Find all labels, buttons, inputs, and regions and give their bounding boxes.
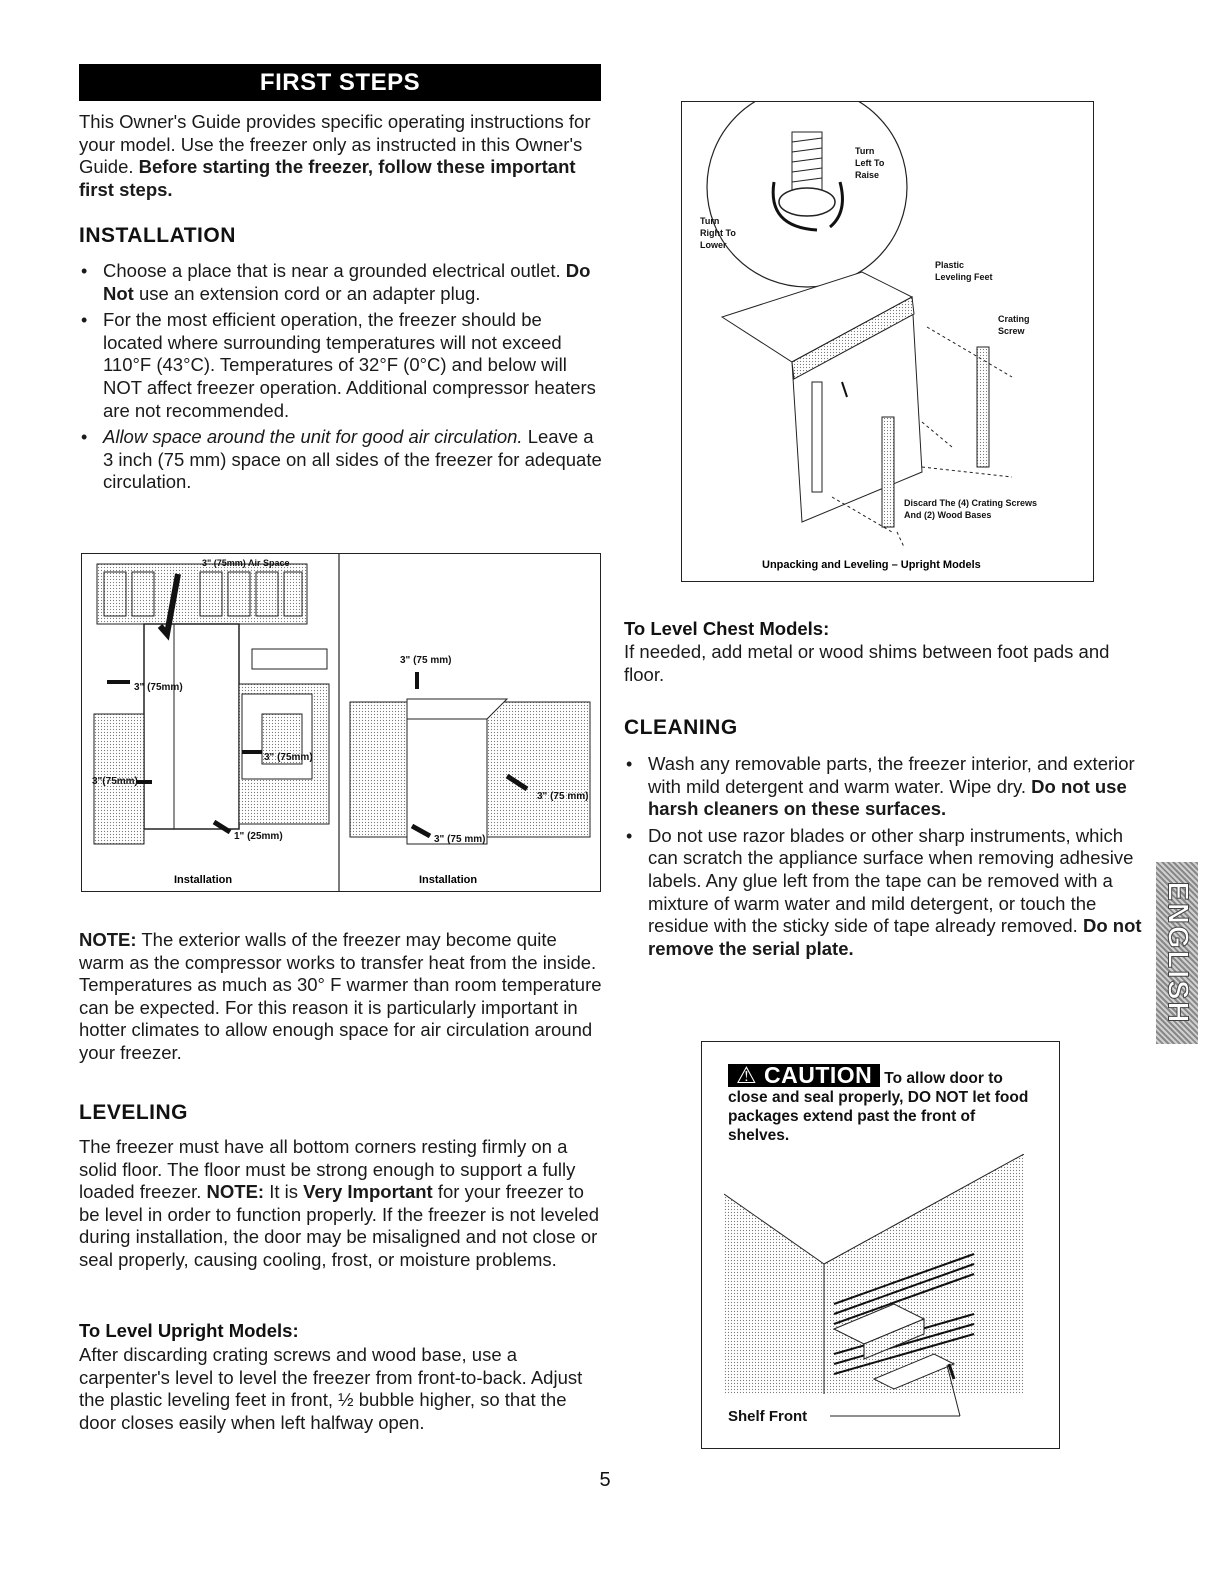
bullet-text: use an extension cord or an adapter plug. [138, 282, 481, 304]
upright-leveling-illustration [682, 102, 1093, 581]
very-important: Very Important [303, 1181, 433, 1203]
chest-paragraph: If needed, add metal or wood shims between foot pads and floor. [624, 641, 1110, 685]
caution-box [701, 1041, 1060, 1449]
shelf-front-label: Shelf Front [728, 1408, 808, 1425]
chest-front-label: 3" (75 mm) [434, 834, 486, 845]
air-space-label: 3" (75mm) Air Space [202, 558, 290, 568]
section-banner [79, 64, 601, 101]
chest-right-label: 3" (75 mm) [537, 791, 589, 802]
intro-bold: Before starting the freezer, follow these important first steps. [79, 156, 576, 200]
left-lower-label: 3"(75mm) [92, 776, 138, 787]
warning-icon: ⚠ [736, 1062, 758, 1088]
discard-label-1: Discard The (4) Crating Screws [904, 498, 1038, 508]
caution-badge-label: CAUTION [764, 1062, 873, 1088]
bullet-text: Do not use razor blades or other sharp instruments, which can scratch the appliance surface when removing adhesive labels. Any glue left from the tape can be removed with a mixture of warm water and mild detergent, or touch the residue with the sticky side of tape already removed. [648, 824, 1134, 937]
installation-illustration [82, 554, 600, 891]
list-item [79, 260, 604, 305]
leveling-text: for your freezer to be level in order to function properly. If the freezer is not leveled during installation, the door may be misaligned and not close or seal properly, causing cooling, frost, or moisture problems. [79, 1181, 599, 1270]
chest-top-label: 3" (75 mm) [400, 655, 452, 666]
caution-text: To allow door to close and seal properly, DO NOT let food packages extend past the front of shelves. [728, 1070, 1029, 1144]
bullet-text: Wash any removable parts, the freezer interior, and exterior with mild detergent and warm water. Wipe dry. [648, 753, 1135, 797]
list-item [624, 825, 1144, 961]
turn-right-3: Lower [700, 240, 727, 250]
page-number: 5 [599, 1469, 611, 1491]
bullet-bold: Do not use harsh cleaners on these surfaces. [648, 775, 1127, 820]
note-label: NOTE: [79, 929, 137, 950]
plastic-label-2: Leveling Feet [935, 272, 993, 282]
chest-heading: To Level Chest Models: [624, 618, 830, 639]
leveling-text: It is [269, 1181, 299, 1203]
turn-left-2: Left To [855, 158, 885, 168]
caption-right: Installation [419, 874, 478, 886]
caption-left: Installation [174, 874, 233, 886]
list-item [79, 309, 604, 422]
bullet-italic: Allow space around the unit for good air circulation. [103, 426, 523, 448]
crating-label-2: Screw [998, 326, 1025, 336]
bottom-gap-label: 1" (25mm) [234, 831, 283, 842]
shelf-illustration [724, 1154, 1024, 1394]
installation-heading: INSTALLATION [79, 224, 236, 247]
left-side-label: 3" (75mm) [134, 682, 183, 693]
turn-left-1: Turn [855, 146, 875, 156]
crating-label-1: Crating [998, 314, 1030, 324]
installation-list [79, 260, 604, 498]
caution-badge [728, 1064, 880, 1087]
bullet-text: For the most efficient operation, the freezer should be located where surrounding temperatures will not exceed 110°F (43°C). Temperatures of 32°F (0°C) and below will NOT affect freezer operation. Additional compressor heaters are not recommended. [103, 309, 596, 421]
upright-caption: Unpacking and Leveling – Upright Models [762, 559, 981, 571]
language-tab [1156, 862, 1198, 1044]
leveling-heading: LEVELING [79, 1101, 189, 1124]
caution-message [728, 1064, 1038, 1145]
cleaning-list [624, 753, 1144, 964]
leveling-note-label: NOTE: [206, 1181, 265, 1203]
discard-label-2: And (2) Wood Bases [904, 510, 992, 520]
turn-right-1: Turn [700, 216, 720, 226]
plastic-label-1: Plastic [935, 260, 965, 270]
cleaning-heading: CLEANING [624, 716, 738, 739]
upright-paragraph: After discarding crating screws and wood base, use a carpenter's level to level the freezer from front-to-back. Adjust the plastic leveling feet in front, ½ bubble higher, so that the door closes easily when left halfway open. [79, 1344, 583, 1433]
turn-right-2: Right To [700, 228, 736, 238]
bullet-text: Leave a 3 inch (75 mm) space on all sides of the freezer for adequate circulation. [103, 426, 602, 493]
leveling-text: The freezer must have all bottom corners resting firmly on a solid floor. The floor must be strong enough to support a fully loaded freezer. [79, 1136, 576, 1203]
bullet-text: Choose a place that is near a grounded electrical outlet. [103, 260, 561, 281]
note-paragraph [79, 929, 604, 1065]
shelf-front-pointer [830, 1360, 970, 1420]
intro-paragraph [79, 111, 604, 201]
banner-title: FIRST STEPS [259, 68, 421, 96]
turn-left-3: Raise [855, 170, 880, 180]
right-side-label: 3" (75mm) [264, 752, 313, 763]
bullet-bold: Do not remove the serial plate. [648, 915, 1142, 959]
bullet-bold: Do Not [103, 260, 591, 304]
leveling-paragraph [79, 1136, 604, 1272]
upright-leveling-figure [681, 101, 1094, 582]
installation-figure [81, 553, 601, 892]
upright-heading: To Level Upright Models: [79, 1320, 299, 1341]
note-text: The exterior walls of the freezer may become quite warm as the compressor works to transfer heat from the inside. Temperatures as much as 30° F warmer than room temperature can be expected. For this reason it is particularly important in hotter climates to allow enough space for air circulation around your freezer. [79, 929, 602, 1063]
intro-text: This Owner's Guide provides specific operating instructions for your model. Use the freezer only as instructed in this Owner's Guide. [79, 111, 591, 178]
language-tab-label: ENGLISH [1161, 881, 1194, 1025]
list-item [624, 753, 1144, 821]
list-item [79, 426, 604, 494]
